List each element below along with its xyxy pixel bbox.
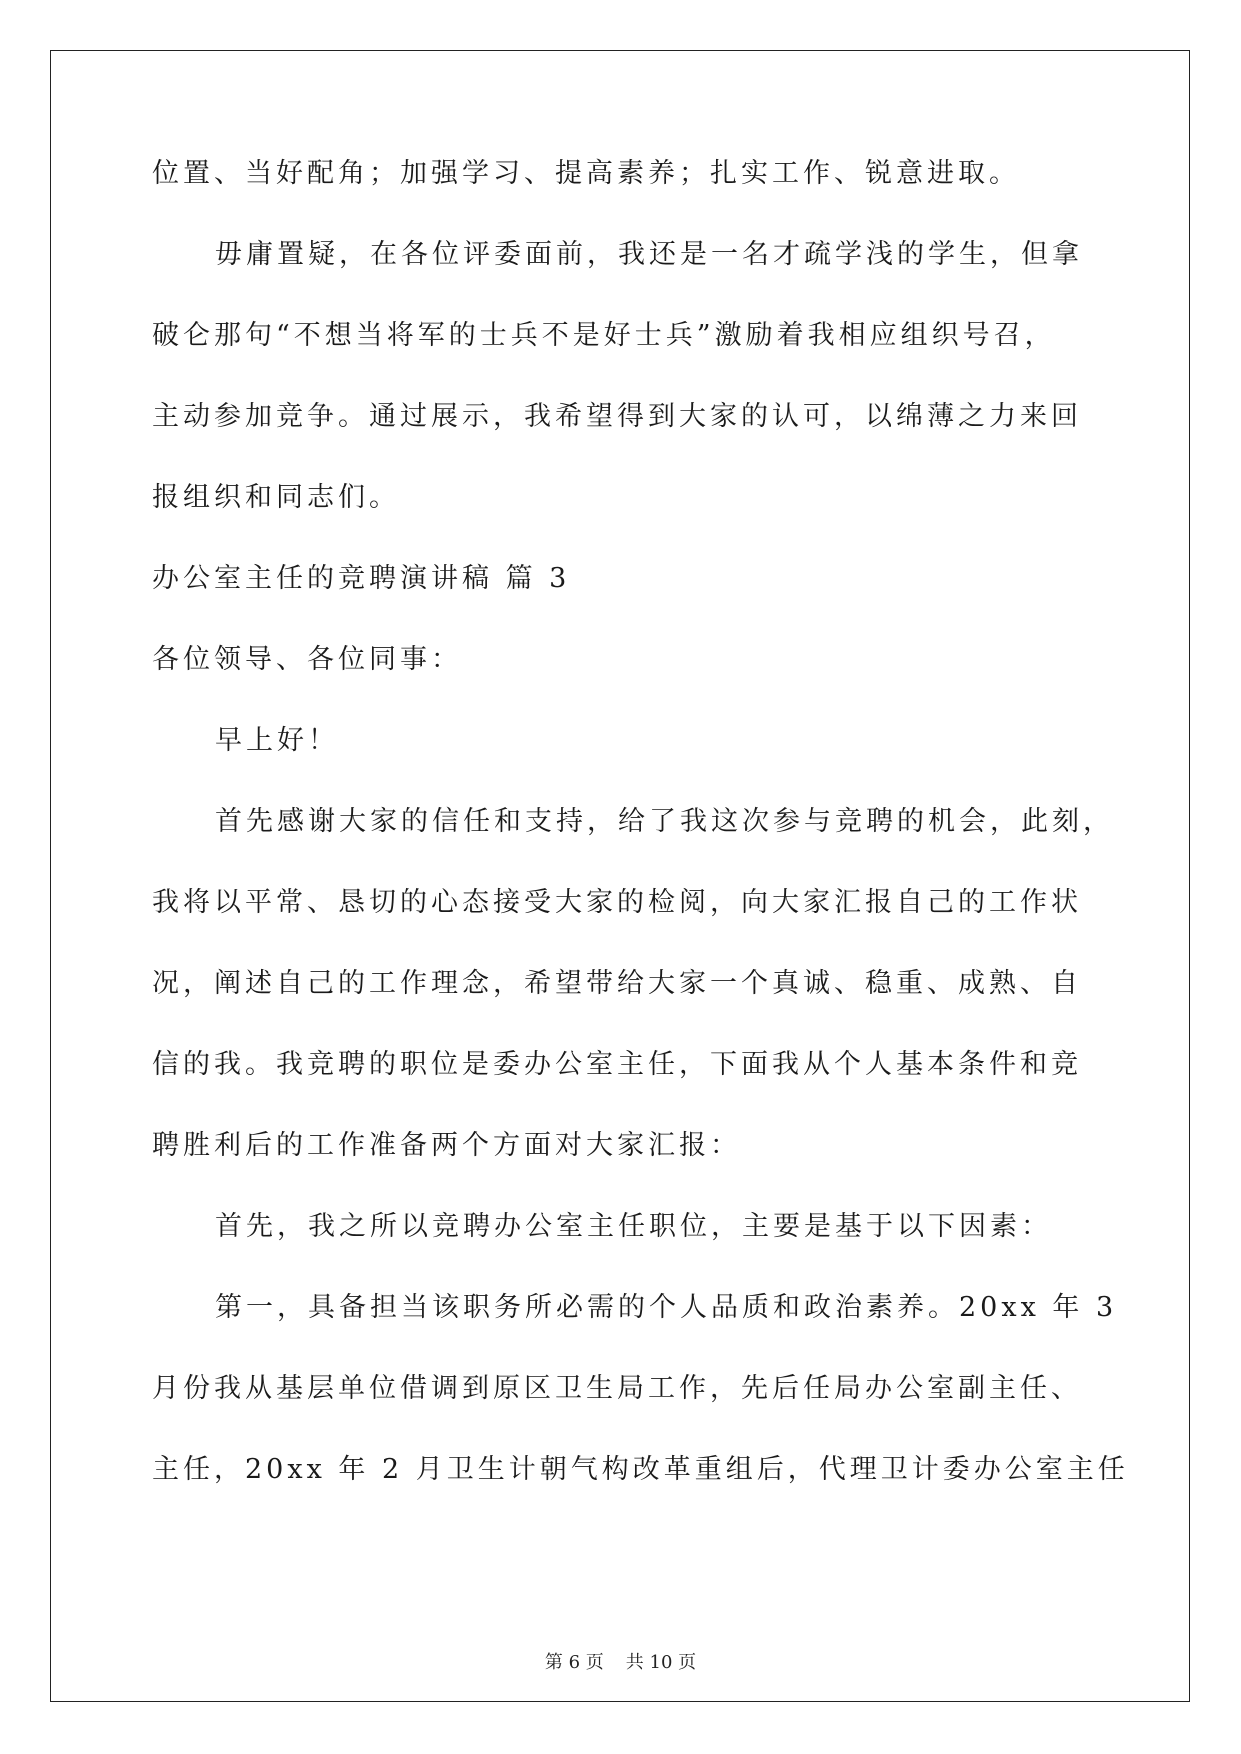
document-body <box>152 158 1129 1537</box>
salutation: 各位领导、各位同事： <box>152 644 462 675</box>
text-line: 聘胜利后的工作准备两个方面对大家汇报： <box>152 1130 741 1161</box>
section-heading: 办公室主任的竞聘演讲稿 篇 3 <box>152 563 571 594</box>
text-line: 首先感谢大家的信任和支持，给了我这次参与竞聘的机会，此刻， <box>215 806 1114 837</box>
text-line: 位置、当好配角；加强学习、提高素养；扎实工作、锐意进取。 <box>152 158 1020 189</box>
text-line: 月份我从基层单位借调到原区卫生局工作，先后任局办公室副主任、 <box>152 1373 1082 1404</box>
text-line: 报组织和同志们。 <box>152 482 400 513</box>
text-line: 第一，具备担当该职务所必需的个人品质和政治素养。20xx 年 3 <box>215 1292 1118 1323</box>
text-line: 破仑那句“不想当将军的士兵不是好士兵”激励着我相应组织号召， <box>152 320 1056 351</box>
page-number: 第 6 页 <box>544 1652 604 1673</box>
text-line: 首先，我之所以竞聘办公室主任职位，主要是基于以下因素： <box>215 1211 1052 1242</box>
text-line: 主动参加竞争。通过展示，我希望得到大家的认可，以绵薄之力来回 <box>152 401 1082 432</box>
greeting: 早上好！ <box>215 725 339 756</box>
page-total: 共 10 页 <box>625 1652 697 1673</box>
text-line: 信的我。我竞聘的职位是委办公室主任，下面我从个人基本条件和竞 <box>152 1049 1082 1080</box>
text-line: 况，阐述自己的工作理念，希望带给大家一个真诚、稳重、成熟、自 <box>152 968 1082 999</box>
text-line: 主任，20xx 年 2 月卫生计朝气构改革重组后，代理卫计委办公室主任 <box>152 1454 1129 1485</box>
text-line: 毋庸置疑，在各位评委面前，我还是一名才疏学浅的学生，但拿 <box>215 239 1083 270</box>
page-footer <box>0 1648 1241 1674</box>
text-line: 我将以平常、恳切的心态接受大家的检阅，向大家汇报自己的工作状 <box>152 887 1082 918</box>
